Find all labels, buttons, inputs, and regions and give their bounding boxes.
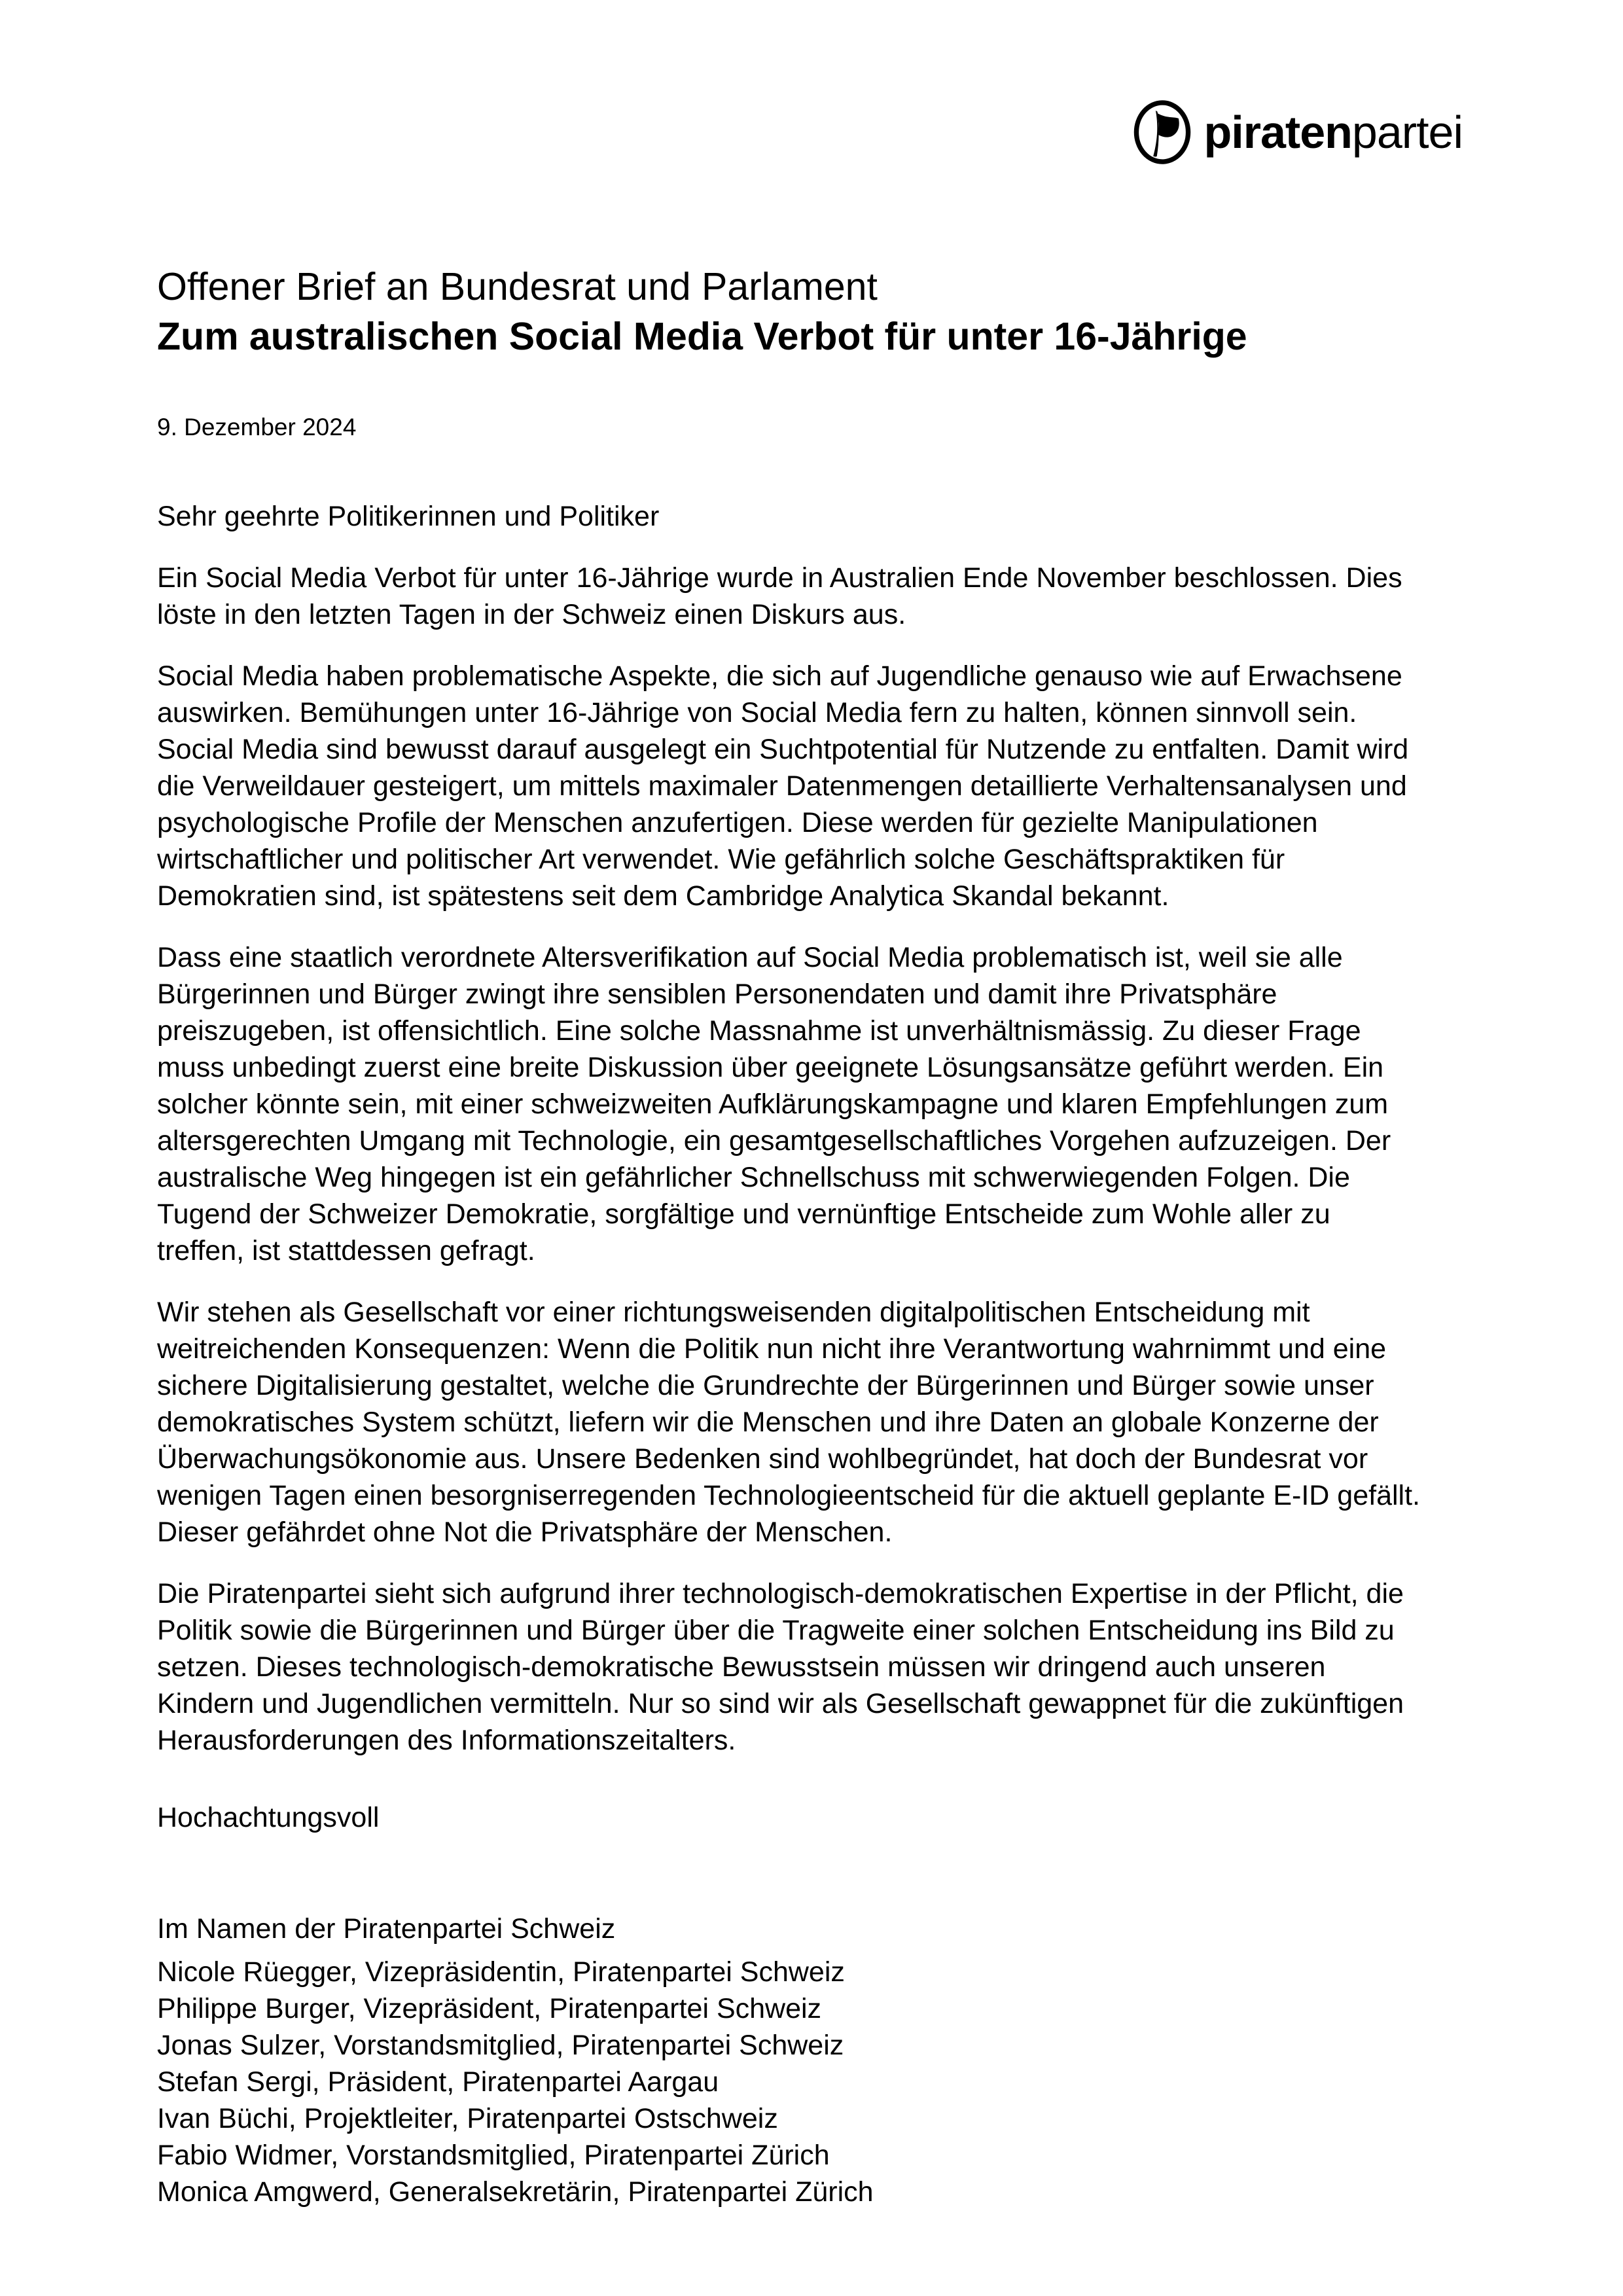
letter-date: 9. Dezember 2024 [157, 414, 357, 440]
logo-wordmark-bold: piraten [1204, 107, 1352, 158]
signatory-line: Philippe Burger, Vizepräsident, Piratenpartei Schweiz [157, 1993, 822, 2024]
title-line-2: Zum australischen Social Media Verbot für unter 16-Jährige [157, 315, 1247, 358]
body-paragraph: Wir stehen als Gesellschaft vor einer richtungsweisenden digitalpolitischen Entscheidung mit weitreichenden Konsequenzen: Wenn die Politik nun nicht ihre Verantwortung wahrnimmt und eine sichere Digitalisierung gestaltet, welche die Grundrechte der Bürgerinnen und Bürger sowie unser demokratisches System schützt, liefern wir die Menschen und ihre Daten an globale Konzerne der Überwachungsökonomie aus. Unsere Bedenken sind wohlbegründet, hat doch der Bundesrat vor wenigen Tagen einen besorgniserregenden Technologieentscheid für die aktuell geplante E-ID gefällt. Dieser gefährdet ohne Not die Privatsphäre der Menschen. [157, 1297, 1420, 1548]
signatory-line: Ivan Büchi, Projektleiter, Piratenpartei Ostschweiz [157, 2103, 778, 2134]
body-paragraph: Ein Social Media Verbot für unter 16-Jährige wurde in Australien Ende November beschlossen. Dies löste in den letzten Tagen in der Schweiz einen Diskurs aus. [157, 562, 1402, 630]
logo-wordmark-light: partei [1351, 107, 1463, 158]
salutation: Sehr geehrte Politikerinnen und Politiker [157, 501, 660, 532]
signatories-list [157, 1954, 1420, 2210]
signatory-line: Jonas Sulzer, Vorstandsmitglied, Piratenpartei Schweiz [157, 2030, 844, 2061]
signatory-line: Fabio Widmer, Vorstandsmitglied, Piratenpartei Zürich [157, 2140, 830, 2171]
signatory-line: Nicole Rüegger, Vizepräsidentin, Piratenpartei Schweiz [157, 1956, 845, 1988]
body-paragraph: Dass eine staatlich verordnete Altersverifikation auf Social Media problematisch ist, weil sie alle Bürgerinnen und Bürger zwingt ihre sensiblen Personendaten und damit ihre Privatsphäre preiszugeben, ist offensichtlich. Eine solche Massnahme ist unverhältnismässig. Zu dieser Frage muss unbedingt zuerst eine breite Diskussion über geeignete Lösungsansätze geführt werden. Ein solcher könnte sein, mit einer schweizweiten Aufklärungskampagne und klaren Empfehlungen zum altersgerechten Umgang mit Technologie, ein gesamtgesellschaftliches Vorgehen aufzuzeigen. Der australische Weg hingegen ist ein gefährlicher Schnellschuss mit schwerwiegenden Folgen. Die Tugend der Schweizer Demokratie, sorgfältige und vernünftige Entscheide zum Wohle aller zu treffen, ist stattdessen gefragt. [157, 942, 1391, 1266]
signatory-line: Stefan Sergi, Präsident, Piratenpartei Aargau [157, 2066, 719, 2098]
letter-title [157, 262, 1420, 361]
valediction: Hochachtungsvoll [157, 1802, 380, 1833]
letter-content [157, 0, 1420, 2210]
body-paragraph: Die Piratenpartei sieht sich aufgrund ihrer technologisch-demokratischen Expertise in der Pflicht, die Politik sowie die Bürgerinnen und Bürger über die Tragweite einer solchen Entscheidung ins Bild zu setzen. Dieses technologisch-demokratische Bewusstsein müssen wir dringend auch unseren Kindern und Jugendlichen vermitteln. Nur so sind wir als Gesellschaft gewappnet für die zukünftigen Herausforderungen des Informationszeitalters. [157, 1578, 1404, 1756]
signatory-line: Monica Amgwerd, Generalsekretärin, Piratenpartei Zürich [157, 2176, 874, 2208]
title-line-1: Offener Brief an Bundesrat und Parlament [157, 265, 878, 308]
body-paragraph: Social Media haben problematische Aspekte, die sich auf Jugendliche genauso wie auf Erwachsene auswirken. Bemühungen unter 16-Jährige von Social Media fern zu halten, können sinnvoll sein. Social Media sind bewusst darauf ausgelegt ein Suchtpotential für Nutzende zu entfalten. Damit wird die Verweildauer gesteigert, um mittels maximaler Datenmengen detaillierte Verhaltensanalysen und psychologische Profile der Menschen anzufertigen. Diese werden für gezielte Manipulationen wirtschaftlicher und politischer Art verwendet. Wie gefährlich solche Geschäftspraktiken für Demokratien sind, ist spätestens seit dem Cambridge Analytica Skandal bekannt. [157, 660, 1409, 912]
on-behalf-line: Im Namen der Piratenpartei Schweiz [157, 1913, 616, 1945]
